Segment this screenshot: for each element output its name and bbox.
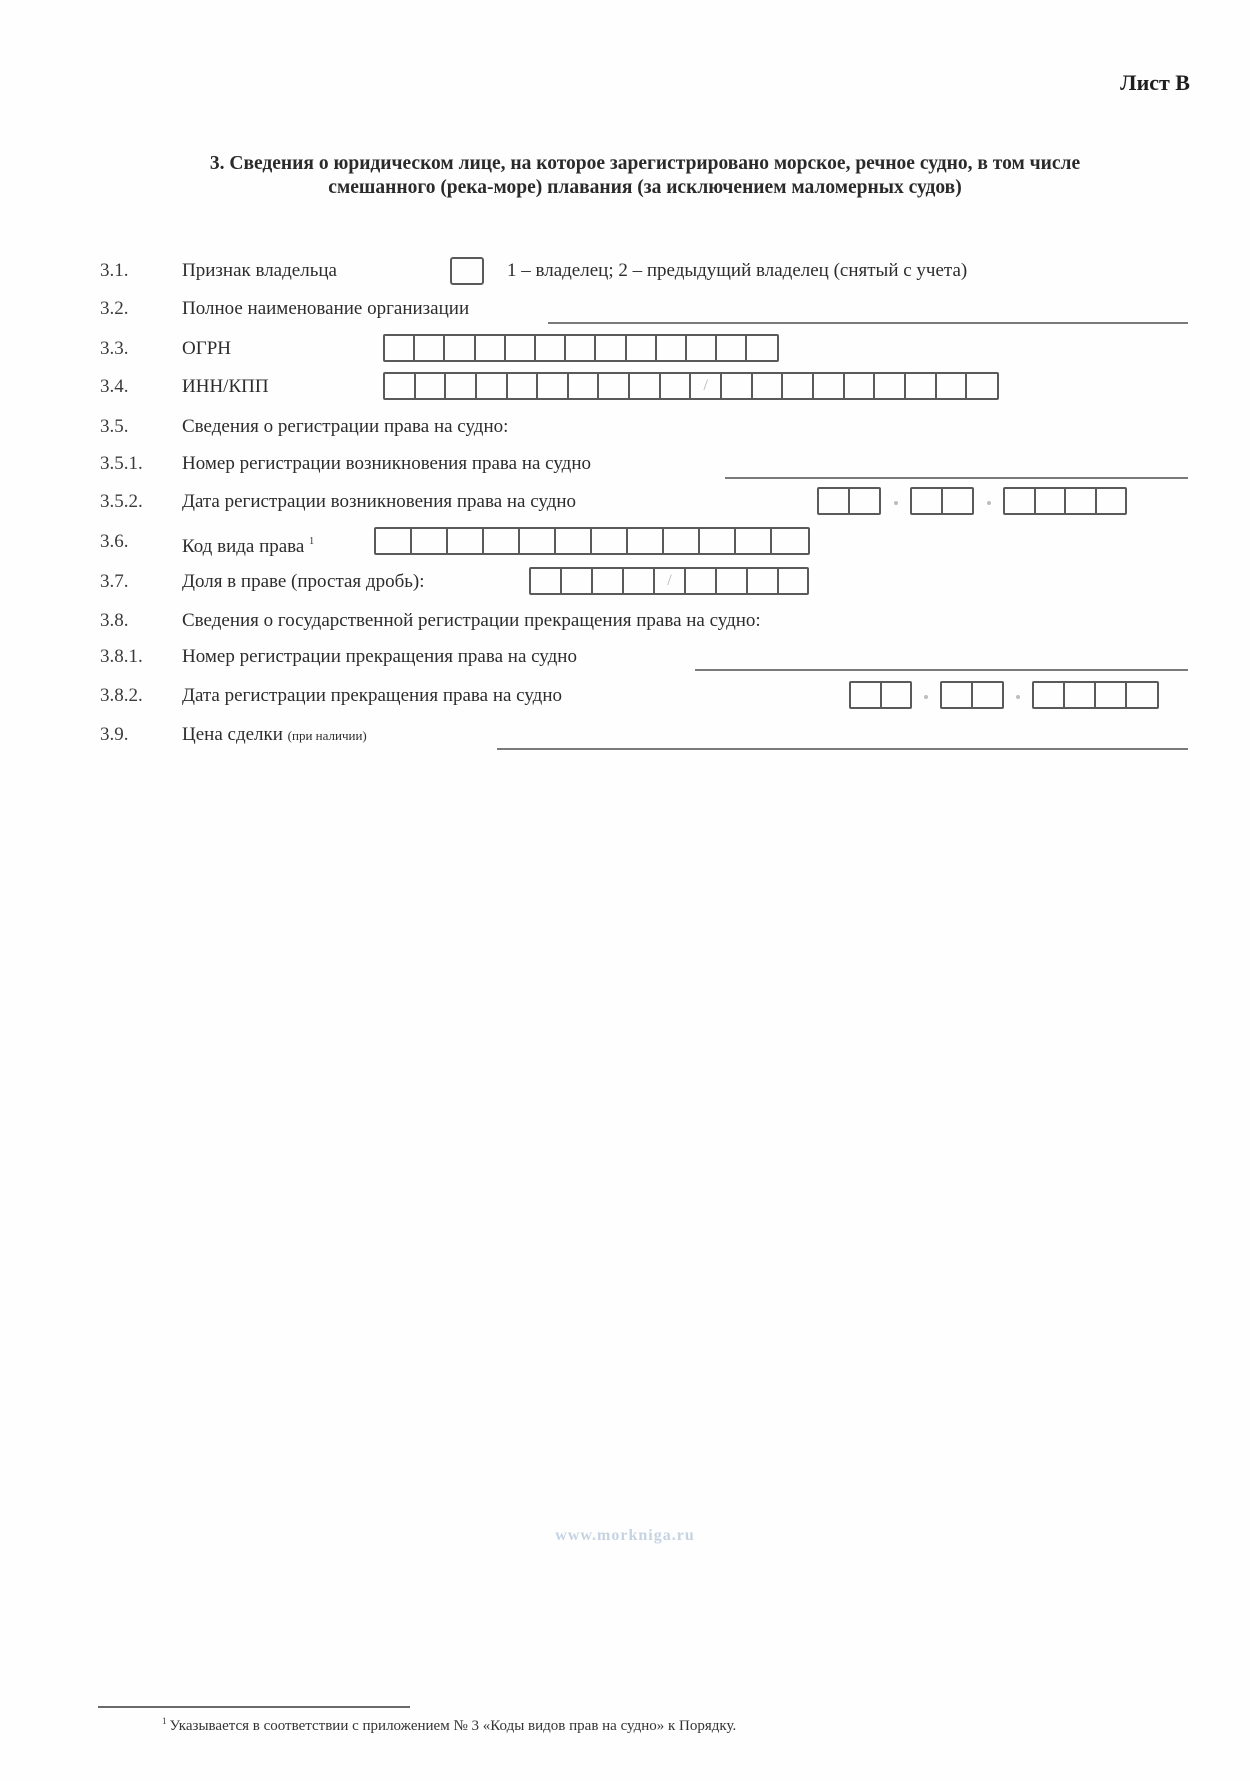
separator-cell: / xyxy=(691,374,722,398)
cell[interactable] xyxy=(845,374,876,398)
cell[interactable] xyxy=(875,374,906,398)
origin-reg-number-label: Номер регистрации возникновения права на судно xyxy=(182,453,591,474)
cell[interactable] xyxy=(476,336,506,360)
row-right-registration xyxy=(0,412,1250,442)
row-termination-reg-date xyxy=(0,681,1250,711)
cell[interactable] xyxy=(700,529,736,553)
watermark: www.morknіga.ru xyxy=(555,1527,695,1544)
cell[interactable] xyxy=(661,374,692,398)
ogrn-cells[interactable] xyxy=(383,334,779,362)
owner-flag-hint: 1 – владелец; 2 – предыдущий владелец (снятый с учета) xyxy=(507,260,968,281)
org-name-label: Полное наименование организации xyxy=(182,298,470,319)
cell[interactable] xyxy=(531,569,562,593)
termination-date-day-cells[interactable] xyxy=(849,681,912,709)
cell[interactable] xyxy=(736,529,772,553)
cell[interactable] xyxy=(446,374,477,398)
deal-price-field[interactable] xyxy=(497,748,1188,750)
origin-date-year-cells[interactable] xyxy=(1003,487,1127,515)
item-number: 3.6. xyxy=(100,531,129,552)
section-title xyxy=(100,152,1190,200)
cell[interactable] xyxy=(538,374,569,398)
item-number: 3.8.2. xyxy=(100,685,143,706)
cell[interactable] xyxy=(506,336,536,360)
inn-kpp-label: ИНН/КПП xyxy=(182,376,269,397)
termination-reg-number-label: Номер регистрации прекращения права на судно xyxy=(182,646,577,667)
cell[interactable] xyxy=(819,489,850,513)
cell[interactable] xyxy=(599,374,630,398)
cell[interactable] xyxy=(445,336,475,360)
cell[interactable] xyxy=(783,374,814,398)
section-title-line-1: 3. Сведения о юридическом лице, на которое зарегистрировано морское, речное судно, в том числе xyxy=(209,153,1081,174)
owner-flag-checkbox[interactable] xyxy=(450,257,484,285)
deal-price-text: Цена сделки xyxy=(182,724,283,745)
item-number: 3.3. xyxy=(100,338,129,359)
cell[interactable] xyxy=(1127,683,1157,707)
cell[interactable] xyxy=(1097,489,1126,513)
item-number: 3.7. xyxy=(100,571,129,592)
item-number: 3.1. xyxy=(100,260,129,281)
cell[interactable] xyxy=(415,336,445,360)
cell[interactable] xyxy=(967,374,997,398)
footnote-text: Указывается в соответствии с приложением № 3 «Коды видов прав на судно» к Порядку. xyxy=(169,1718,737,1734)
cell[interactable] xyxy=(628,529,664,553)
cell[interactable] xyxy=(942,683,973,707)
date-separator-dot xyxy=(987,501,991,505)
separator-cell: / xyxy=(655,569,686,593)
cell[interactable] xyxy=(1065,683,1096,707)
owner-flag-label: Признак владельца xyxy=(182,260,337,281)
cell[interactable] xyxy=(562,569,593,593)
cell[interactable] xyxy=(1096,683,1127,707)
origin-reg-date-label: Дата регистрации возникновения права на судно xyxy=(182,491,577,512)
cell[interactable] xyxy=(566,336,596,360)
cell[interactable] xyxy=(722,374,753,398)
item-number: 3.9. xyxy=(100,724,129,745)
origin-date-month-cells[interactable] xyxy=(910,487,974,515)
cell[interactable] xyxy=(520,529,556,553)
share-in-right-cells[interactable] xyxy=(529,567,809,595)
cell[interactable] xyxy=(416,374,447,398)
cell[interactable] xyxy=(556,529,592,553)
origin-reg-number-field[interactable] xyxy=(725,477,1188,479)
cell[interactable] xyxy=(850,489,879,513)
cell[interactable] xyxy=(385,374,416,398)
cell[interactable] xyxy=(1005,489,1036,513)
row-termination xyxy=(0,606,1250,636)
cell[interactable] xyxy=(747,336,777,360)
ogrn-label: ОГРН xyxy=(182,338,231,359)
row-origin-reg-date xyxy=(0,487,1250,517)
cell[interactable] xyxy=(627,336,657,360)
cell[interactable] xyxy=(906,374,937,398)
inn-kpp-cells[interactable] xyxy=(383,372,999,400)
row-owner-flag xyxy=(0,256,1250,286)
cell[interactable] xyxy=(912,489,943,513)
item-number: 3.8.1. xyxy=(100,646,143,667)
cell[interactable] xyxy=(882,683,910,707)
cell[interactable] xyxy=(717,336,747,360)
item-number: 3.5.2. xyxy=(100,491,143,512)
cell[interactable] xyxy=(772,529,808,553)
deal-price-note: (при наличии) xyxy=(287,728,367,743)
cell[interactable] xyxy=(592,529,628,553)
row-ogrn xyxy=(0,334,1250,364)
footnote xyxy=(162,1716,736,1735)
cell[interactable] xyxy=(779,569,807,593)
item-number: 3.5.1. xyxy=(100,453,143,474)
termination-date-year-cells[interactable] xyxy=(1032,681,1159,709)
cell[interactable] xyxy=(376,529,412,553)
cell[interactable] xyxy=(412,529,448,553)
footnote-reference: 1 xyxy=(309,536,315,547)
date-separator-dot xyxy=(924,695,928,699)
date-separator-dot xyxy=(894,501,898,505)
cell[interactable] xyxy=(569,374,600,398)
row-inn-kpp xyxy=(0,372,1250,402)
cell[interactable] xyxy=(686,569,717,593)
org-name-field[interactable] xyxy=(548,322,1188,324)
cell[interactable] xyxy=(664,529,700,553)
footnote-divider xyxy=(98,1706,410,1708)
cell[interactable] xyxy=(851,683,882,707)
date-separator-dot xyxy=(1016,695,1020,699)
cell[interactable] xyxy=(1034,683,1065,707)
row-right-type-code xyxy=(0,527,1250,557)
share-in-right-label: Доля в праве (простая дробь): xyxy=(182,571,425,592)
cell[interactable] xyxy=(1066,489,1097,513)
termination-heading: Сведения о государственной регистрации прекращения права на судно: xyxy=(182,610,761,631)
item-number: 3.5. xyxy=(100,416,129,437)
row-origin-reg-number xyxy=(0,449,1250,479)
cell[interactable] xyxy=(687,336,717,360)
cell[interactable] xyxy=(385,336,415,360)
cell[interactable] xyxy=(753,374,784,398)
termination-date-month-cells[interactable] xyxy=(940,681,1004,709)
right-registration-heading: Сведения о регистрации права на судно: xyxy=(182,416,509,437)
cell[interactable] xyxy=(508,374,539,398)
cell[interactable] xyxy=(596,336,626,360)
origin-date-day-cells[interactable] xyxy=(817,487,881,515)
row-deal-price xyxy=(0,720,1250,750)
row-org-name xyxy=(0,294,1250,324)
cell[interactable] xyxy=(624,569,655,593)
cell[interactable] xyxy=(748,569,779,593)
cell[interactable] xyxy=(593,569,624,593)
cell[interactable] xyxy=(943,489,972,513)
sheet-label: Лист В xyxy=(1120,70,1190,95)
cell[interactable] xyxy=(484,529,520,553)
row-share-in-right xyxy=(0,567,1250,597)
item-number: 3.4. xyxy=(100,376,129,397)
cell[interactable] xyxy=(814,374,845,398)
cell[interactable] xyxy=(1036,489,1067,513)
footnote-mark: 1 xyxy=(162,1716,167,1726)
cell[interactable] xyxy=(630,374,661,398)
section-title-line-2: смешанного (река-море) плавания (за исключением маломерных судов) xyxy=(328,177,962,198)
cell[interactable] xyxy=(536,336,566,360)
cell[interactable] xyxy=(477,374,508,398)
cell[interactable] xyxy=(937,374,968,398)
item-number: 3.8. xyxy=(100,610,129,631)
right-type-code-text: Код вида права xyxy=(182,536,305,557)
termination-reg-number-field[interactable] xyxy=(695,669,1188,671)
item-number: 3.2. xyxy=(100,298,129,319)
cell[interactable] xyxy=(973,683,1002,707)
row-termination-reg-number xyxy=(0,642,1250,672)
cell[interactable] xyxy=(717,569,748,593)
right-type-code-cells[interactable] xyxy=(374,527,810,555)
right-type-code-label xyxy=(182,527,314,562)
cell[interactable] xyxy=(448,529,484,553)
deal-price-label xyxy=(182,720,367,751)
termination-reg-date-label: Дата регистрации прекращения права на судно xyxy=(182,685,562,706)
cell[interactable] xyxy=(657,336,687,360)
